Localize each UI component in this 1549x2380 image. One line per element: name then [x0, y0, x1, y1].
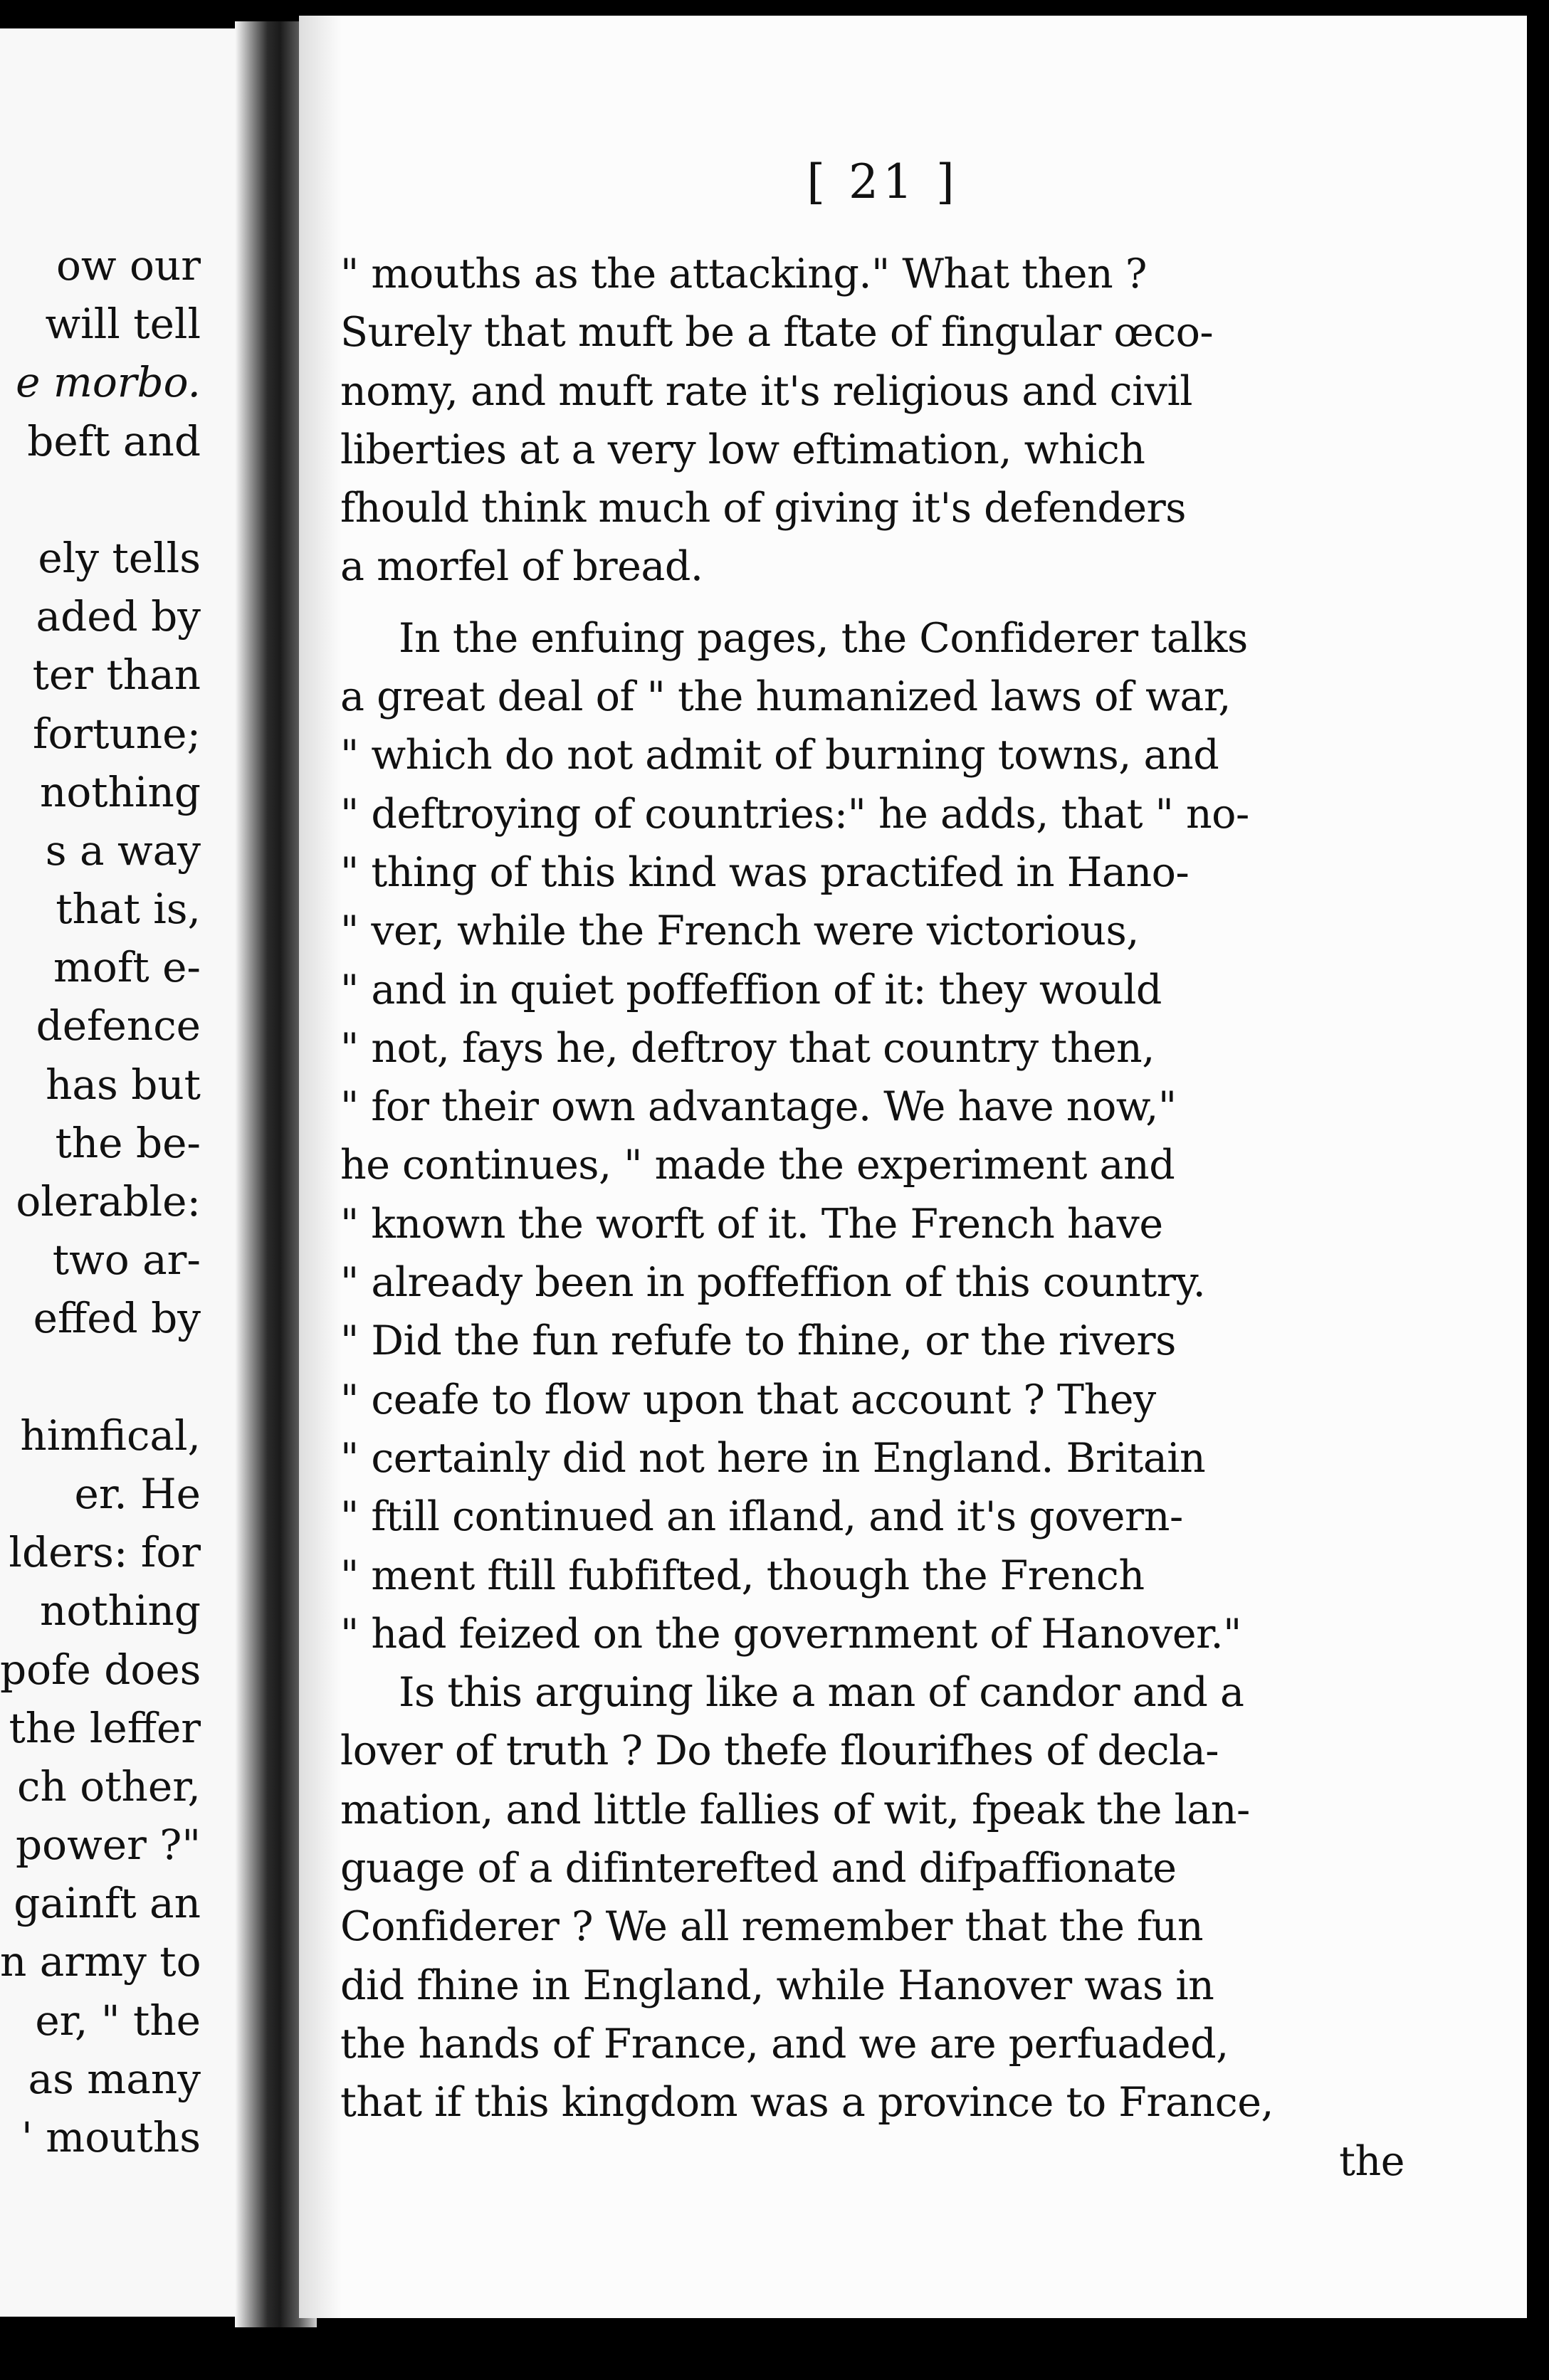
facing-page-line: moft e-	[53, 943, 201, 992]
facing-page-line: ely tells	[38, 533, 201, 582]
text-line: Is this arguing like a man of candor and a	[399, 1669, 1244, 1717]
facing-page-line: himfical,	[20, 1411, 201, 1460]
text-line: Surely that muft be a ftate of fingular œco-	[340, 309, 1214, 357]
text-line: liberties at a very low eftimation, which	[340, 426, 1145, 473]
facing-page-line: the be-	[55, 1118, 201, 1167]
facing-page-line: effed by	[33, 1294, 201, 1343]
text-line: " for their own advantage. We have now,"	[340, 1083, 1177, 1131]
text-line: " deftroying of countries:" he adds, that " no-	[340, 790, 1249, 838]
text-line: " thing of this kind was practifed in Hano-	[340, 848, 1190, 896]
text-line: lover of truth ? Do thefe flourifhes of decla-	[340, 1727, 1219, 1775]
text-line: that if this kingdom was a province to France,	[340, 2079, 1274, 2127]
text-line: " ceafe to flow upon that account ? They	[340, 1376, 1156, 1423]
text-line: " ment ftill fubfifted, though the French	[340, 1552, 1145, 1599]
facing-page-line: n army to	[0, 1937, 201, 1986]
facing-page-line: has but	[46, 1060, 201, 1109]
facing-page-line: gainft an	[14, 1879, 201, 1928]
text-line: " certainly did not here in England. Britain	[340, 1434, 1206, 1482]
text-line: a morfel of bread.	[340, 543, 703, 591]
text-line: a great deal of " the humanized laws of war,	[340, 673, 1232, 721]
facing-page-line: nothing	[40, 1586, 201, 1636]
text-line: " mouths as the attacking." What then ?	[340, 251, 1147, 298]
facing-page-line: that is,	[56, 885, 201, 934]
text-line: " and in quiet poffeffion of it: they would	[340, 966, 1162, 1013]
facing-page-line	[0, 470, 235, 529]
text-line: " not, fays he, deftroy that country then,	[340, 1024, 1155, 1072]
book-page	[299, 16, 1527, 2318]
catchword: the	[1339, 2137, 1404, 2185]
text-line: In the enfuing pages, the Confiderer talks	[399, 614, 1248, 662]
facing-page-line: aded by	[36, 592, 201, 641]
facing-page-line: beft and	[27, 416, 201, 465]
facing-page-line: ow our	[56, 241, 201, 290]
facing-page-line: will tell	[45, 300, 201, 349]
facing-page-line	[0, 1348, 235, 1406]
text-line: " already been in poffeffion of this country.	[340, 1259, 1206, 1307]
facing-page-line: the leffer	[9, 1703, 201, 1752]
facing-page-line: ' mouths	[21, 2113, 201, 2162]
facing-page-line: ter than	[32, 651, 201, 700]
text-line: guage of a difinterefted and difpaffionate	[340, 1845, 1177, 1892]
text-line: " ftill continued an ifland, and it's govern-	[340, 1493, 1183, 1541]
facing-page-line: olerable:	[16, 1177, 201, 1226]
facing-page-line: lders: for	[9, 1528, 201, 1577]
paragraph-3	[340, 1663, 1549, 2132]
paragraph-2	[340, 609, 1549, 1663]
facing-page-fragment	[0, 28, 235, 2317]
facing-page-line: er. He	[74, 1469, 201, 1518]
paragraph-1	[340, 245, 1549, 596]
facing-page-text	[0, 236, 235, 2166]
text-line: " ver, while the French were victorious,	[340, 907, 1139, 955]
text-line: the hands of France, and we are perfuaded,	[340, 2020, 1229, 2068]
facing-page-line: fortune;	[33, 709, 201, 758]
facing-page-line: as many	[28, 2054, 201, 2103]
text-line: " which do not admit of burning towns, and	[340, 732, 1219, 779]
text-line: Confiderer ? We all remember that the fun	[340, 1903, 1204, 1951]
text-line: " known the worft of it. The French have	[340, 1200, 1163, 1248]
facing-page-line: s a way	[45, 826, 201, 875]
facing-page-line: nothing	[40, 767, 201, 816]
facing-page-line: two ar-	[52, 1236, 201, 1285]
text-line: did fhine in England, while Hanover was in	[340, 1962, 1214, 2009]
page-body-text	[340, 245, 1549, 2191]
text-line: fhould think much of giving it's defenders	[340, 485, 1187, 532]
facing-page-line: e morbo.	[16, 358, 201, 407]
facing-page-line: er, " the	[35, 1996, 201, 2045]
facing-page-line: power ?"	[16, 1821, 201, 1870]
page-number: [ 21 ]	[807, 154, 959, 209]
text-line: he continues, " made the experiment and	[340, 1142, 1175, 1189]
facing-page-line: defence	[36, 1001, 201, 1051]
text-line: " had feized on the government of Hanover."	[340, 1610, 1241, 1658]
text-line: " Did the fun refufe to fhine, or the rivers	[340, 1317, 1176, 1365]
facing-page-line: ch other,	[17, 1762, 201, 1811]
text-line: mation, and little fallies of wit, fpeak the lan-	[340, 1786, 1250, 1833]
paragraph-spacer	[340, 596, 1549, 609]
facing-page-line: pofe does	[0, 1645, 201, 1694]
text-line: nomy, and muft rate it's religious and civil	[340, 367, 1192, 415]
